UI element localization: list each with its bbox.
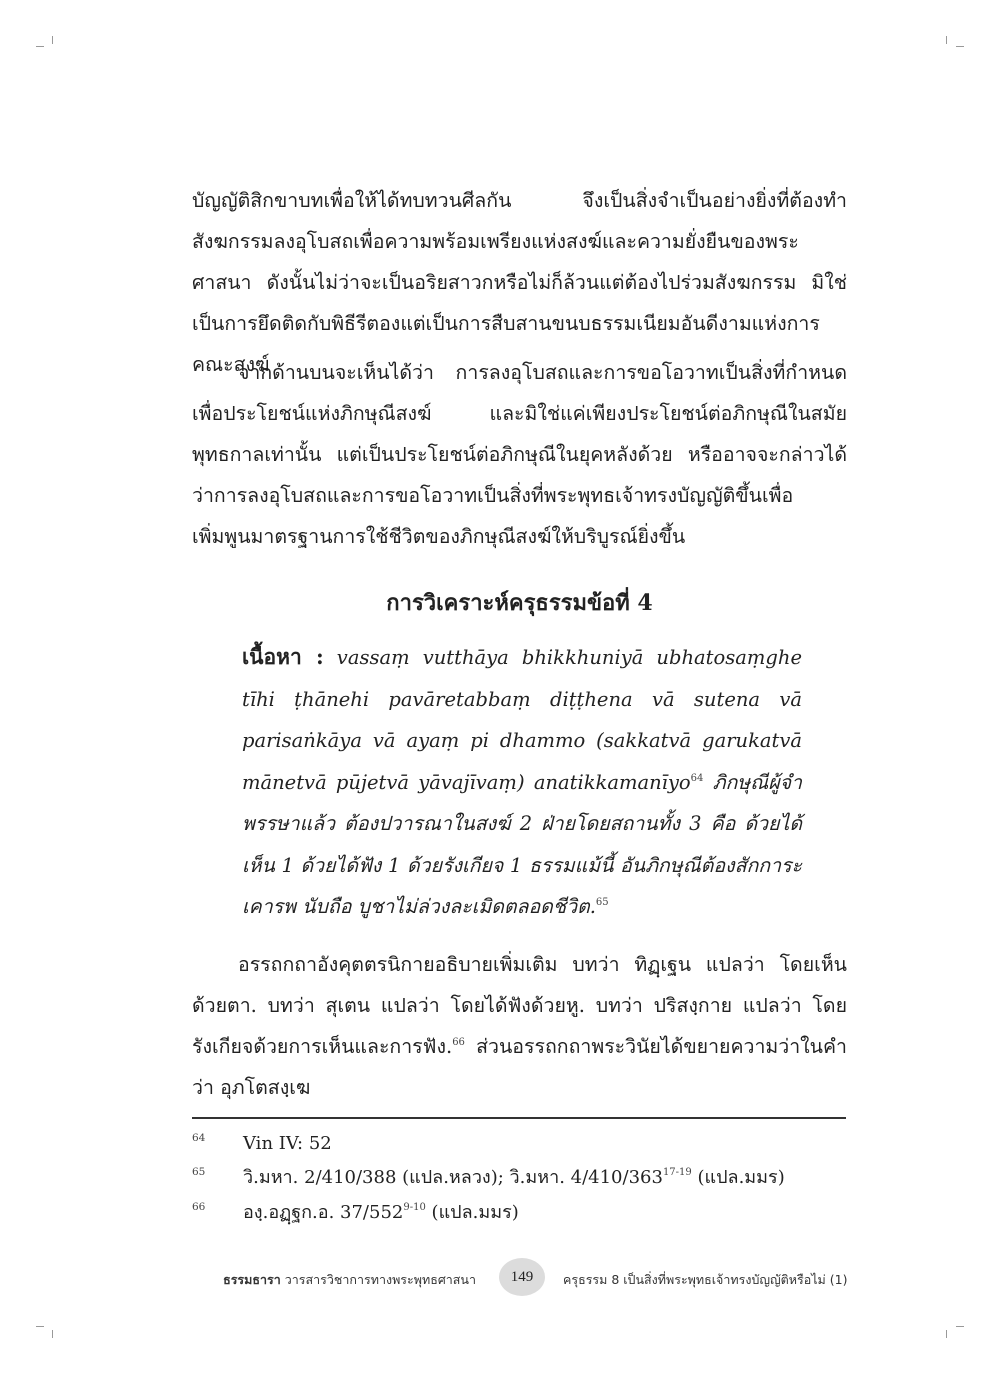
crop-mark	[52, 1330, 53, 1338]
footnote-ref[interactable]: 66	[452, 1037, 465, 1048]
crop-mark	[956, 46, 964, 47]
crop-mark	[52, 36, 53, 44]
footnote-text: Vin IV: 52	[243, 1133, 332, 1154]
footnote-number: 64	[192, 1132, 206, 1144]
quoted-rule	[242, 636, 802, 928]
crop-mark	[946, 1330, 947, 1338]
paragraph-text: ส่วนอรรถกถาพระวินัยได้ขยายความว่าในคำว่า อุภโตสงฺเฆ	[192, 1035, 847, 1099]
footnote-text: องฺ.อฏฺฐก.อ. 37/552	[243, 1202, 404, 1223]
footnote-sup: 17-19	[662, 1167, 692, 1178]
crop-mark	[946, 36, 947, 44]
footnote-text: วิ.มหา. 2/410/388 (แปล.หลวง); วิ.มหา. 4/410/363	[243, 1167, 663, 1188]
footnote-tail: (แปล.มมร)	[691, 1167, 785, 1188]
journal-subtitle: วารสารวิชาการทางพระพุทธศาสนา	[284, 1272, 476, 1287]
thai-translation: ภิกษุณีผู้จำพรรษาแล้ว ต้องปวารณาในสงฆ์ 2 ฝ่ายโดยสถานทั้ง 3 คือ ด้วยได้เห็น 1 ด้วยได้ฟัง 1 ด้วยรังเกียจ 1 ธรรมแม้นี้ อันภิกษุณีต้องสักการะ เคารพ นับถือ บูชาไม่ล่วงละเมิดตลอดชีวิต.	[242, 770, 803, 918]
footnote-tail: (แปล.มมร)	[425, 1202, 519, 1223]
pali-text: vassaṃ vutthāya bhikkhuniyā ubhatosaṃghe tīhi ṭhānehi pavāretabbaṃ diṭṭhena vā sutena vā parisaṅkāya vā ayaṃ pi dhammo (sakkatvā garukatvā mānetvā pūjetvā yāvajīvaṃ) anatikkamanīyo	[242, 646, 803, 794]
footnote-number: 66	[192, 1201, 206, 1213]
crop-mark	[36, 46, 44, 47]
journal-name: ธรรมธารา	[223, 1272, 281, 1287]
footnote-number: 65	[192, 1166, 206, 1178]
body-paragraph-1: บัญญัติสิกขาบทเพื่อให้ได้ทบทวนศีลกัน จึงเป็นสิ่งจำเป็นอย่างยิ่งที่ต้องทำสังฆกรรมลงอุโบสถเพื่อความพร้อมเพรียงแห่งสงฆ์และความยั่งยืนของพระศาสนา ดังนั้นไม่ว่าจะเป็นอริยสาวกหรือไม่ก็ล้วนแต่ต้องไปร่วมสังฆกรรม มิใช่เป็นการยึดติดกับพิธีรีตองแต่เป็นการสืบสานขนบธรรมเนียมอันดีงามแห่งการคณะสงฆ์	[192, 189, 847, 376]
section-heading: การวิเคราะห์ครุธรรมข้อที่ 4	[386, 590, 653, 616]
page-footer	[0, 1258, 1000, 1298]
footer-article-title: ครุธรรม 8 เป็นสิ่งที่พระพุทธเจ้าทรงบัญญัติหรือไม่ (1)	[563, 1272, 848, 1287]
footnote-ref[interactable]: 65	[595, 897, 609, 908]
paragraph-text: อรรถกถาอังคุตตรนิกายอธิบายเพิ่มเติม บทว่า ทิฏฺเฐน แปลว่า โดยเห็นด้วยตา. บทว่า สุเตน แปลว่า โดยได้ฟังด้วยหู. บทว่า ปริสงฺกาย แปลว่า โดยรังเกียจด้วยการเห็นและการฟัง.	[192, 953, 847, 1058]
page-number: 149	[499, 1258, 545, 1296]
footnote-sup: 9-10	[403, 1202, 426, 1213]
crop-mark	[36, 1326, 44, 1327]
body-paragraph-2: จากด้านบนจะเห็นได้ว่า การลงอุโบสถและการขอโอวาทเป็นสิ่งที่กำหนดเพื่อประโยชน์แห่งภิกษุณีสงฆ์ และมิใช่แค่เพียงประโยชน์ต่อภิกษุณีในสมัยพุทธกาลเท่านั้น แต่เป็นประโยชน์ต่อภิกษุณีในยุคหลังด้วย หรืออาจจะกล่าวได้ว่าการลงอุโบสถและการขอโอวาทเป็นสิ่งที่พระพุทธเจ้าทรงบัญญัติขึ้นเพื่อเพิ่มพูนมาตรฐานการใช้ชีวิตของภิกษุณีสงฆ์ให้บริบูรณ์ยิ่งขึ้น	[192, 361, 847, 548]
footer-journal	[223, 1270, 476, 1290]
body-paragraph-3	[192, 944, 847, 1108]
footnote-divider	[192, 1117, 846, 1119]
content-label: เนื้อหา :	[242, 644, 324, 669]
crop-mark	[956, 1326, 964, 1327]
footnote-ref[interactable]: 64	[690, 772, 704, 784]
